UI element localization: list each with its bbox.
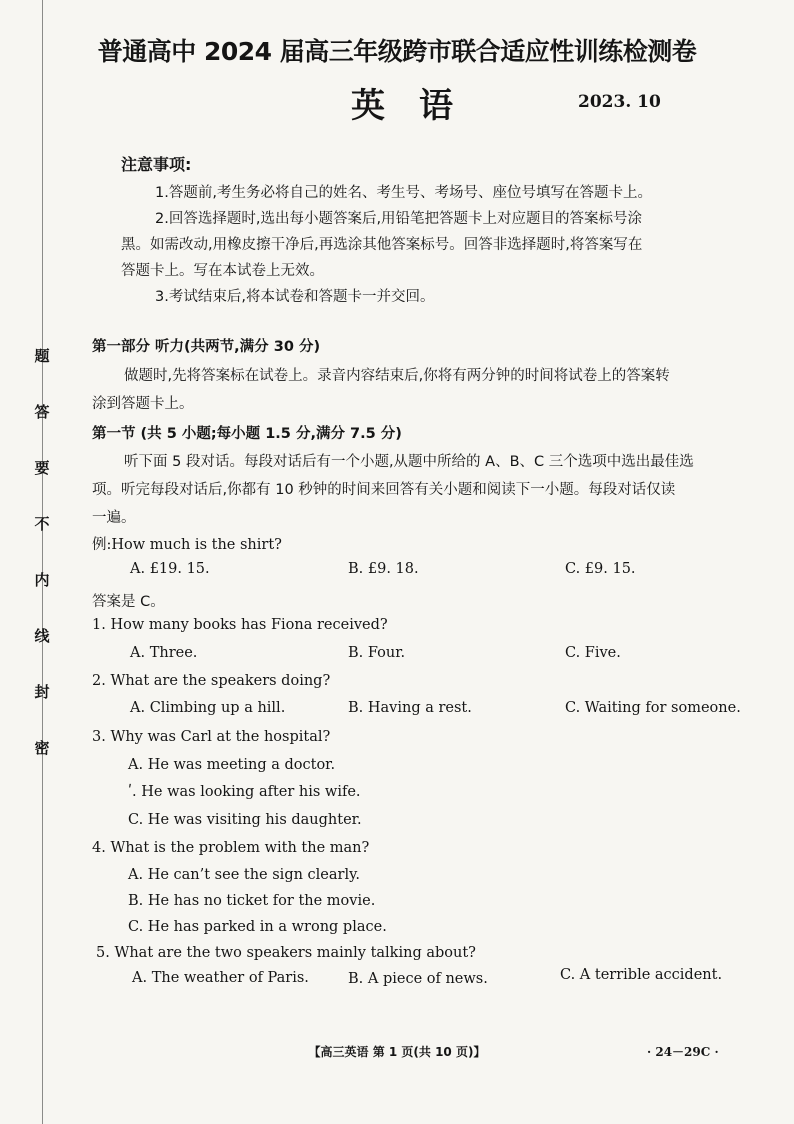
notes-item: 3.考试结束后,将本试卷和答题卡一并交回。 xyxy=(155,289,435,305)
exam-date: 2023. 10 xyxy=(578,92,661,112)
question-option: C. Five. xyxy=(565,645,621,661)
question-option: B. He has no ticket for the movie. xyxy=(128,893,376,909)
subject-title: 英语 xyxy=(351,86,487,126)
question-stem: 3. Why was Carl at the hospital? xyxy=(92,729,331,745)
seal-char: 封 xyxy=(34,683,50,701)
question-option: C. He was visiting his daughter. xyxy=(128,812,362,828)
question-option: B. Four. xyxy=(348,645,406,661)
example-answer: 答案是 C。 xyxy=(92,594,165,610)
question-option: C. A terrible accident. xyxy=(560,967,723,983)
part1-instruction: 涂到答题卡上。 xyxy=(92,396,194,412)
seal-line-text xyxy=(30,345,54,758)
notes-item: 黑。如需改动,用橡皮擦干净后,再选涂其他答案标号。回答非选择题时,将答案写在 xyxy=(121,237,643,253)
question-option: ʹ. He was looking after his wife. xyxy=(128,784,361,800)
section1-instruction: 听下面 5 段对话。每段对话后有一个小题,从题中所给的 A、B、C 三个选项中选出最佳选 xyxy=(124,454,694,470)
example-question: 例:How much is the shirt? xyxy=(92,537,282,553)
question-stem: 4. What is the problem with the man? xyxy=(92,840,370,856)
question-option: C. He has parked in a wrong place. xyxy=(128,919,387,935)
seal-char: 内 xyxy=(34,571,50,589)
seal-char: 不 xyxy=(34,515,50,533)
question-option: A. The weather of Paris. xyxy=(132,970,309,986)
section1-heading: 第一节 (共 5 小题;每小题 1.5 分,满分 7.5 分) xyxy=(92,426,402,442)
question-option: A. Three. xyxy=(130,645,198,661)
seal-char: 答 xyxy=(34,403,50,421)
example-option: C. £9. 15. xyxy=(565,561,636,577)
section1-instruction: 一遍。 xyxy=(92,510,136,526)
seal-char: 题 xyxy=(34,347,50,365)
example-option: A. £19. 15. xyxy=(130,561,210,577)
notes-item: 1.答题前,考生务必将自己的姓名、考生号、考场号、座位号填写在答题卡上。 xyxy=(155,185,652,201)
part1-instruction: 做题时,先将答案标在试卷上。录音内容结束后,你将有两分钟的时间将试卷上的答案转 xyxy=(124,368,670,384)
page-footer: 【高三英语 第 1 页(共 10 页)】 xyxy=(308,1045,486,1059)
question-option: A. He can’t see the sign clearly. xyxy=(128,867,360,883)
question-stem: 5. What are the two speakers mainly talking about? xyxy=(96,945,476,961)
question-option: A. He was meeting a doctor. xyxy=(128,757,336,773)
example-option: B. £9. 18. xyxy=(348,561,419,577)
question-option: B. Having a rest. xyxy=(348,700,472,716)
notes-item: 2.回答选择题时,选出每小题答案后,用铅笔把答题卡上对应题目的答案标号涂 xyxy=(155,211,643,227)
seal-char: 密 xyxy=(34,739,50,757)
notes-item: 答题卡上。写在本试卷上无效。 xyxy=(121,263,324,279)
section1-instruction: 项。听完每段对话后,你都有 10 秒钟的时间来回答有关小题和阅读下一小题。每段对话仅读 xyxy=(92,482,676,498)
question-option: C. Waiting for someone. xyxy=(565,700,741,716)
exam-title: 普通高中 2024 届高三年级跨市联合适应性训练检测卷 xyxy=(97,37,697,66)
question-option: B. A piece of news. xyxy=(348,971,488,987)
seal-char: 要 xyxy=(34,459,50,477)
part1-heading: 第一部分 听力(共两节,满分 30 分) xyxy=(92,339,321,355)
notes-heading: 注意事项: xyxy=(121,155,192,174)
question-option: A. Climbing up a hill. xyxy=(130,700,286,716)
question-stem: 2. What are the speakers doing? xyxy=(92,673,331,689)
question-stem: 1. How many books has Fiona received? xyxy=(92,617,388,633)
seal-char: 线 xyxy=(34,627,50,645)
paper-code: · 24－29C · xyxy=(647,1045,719,1059)
